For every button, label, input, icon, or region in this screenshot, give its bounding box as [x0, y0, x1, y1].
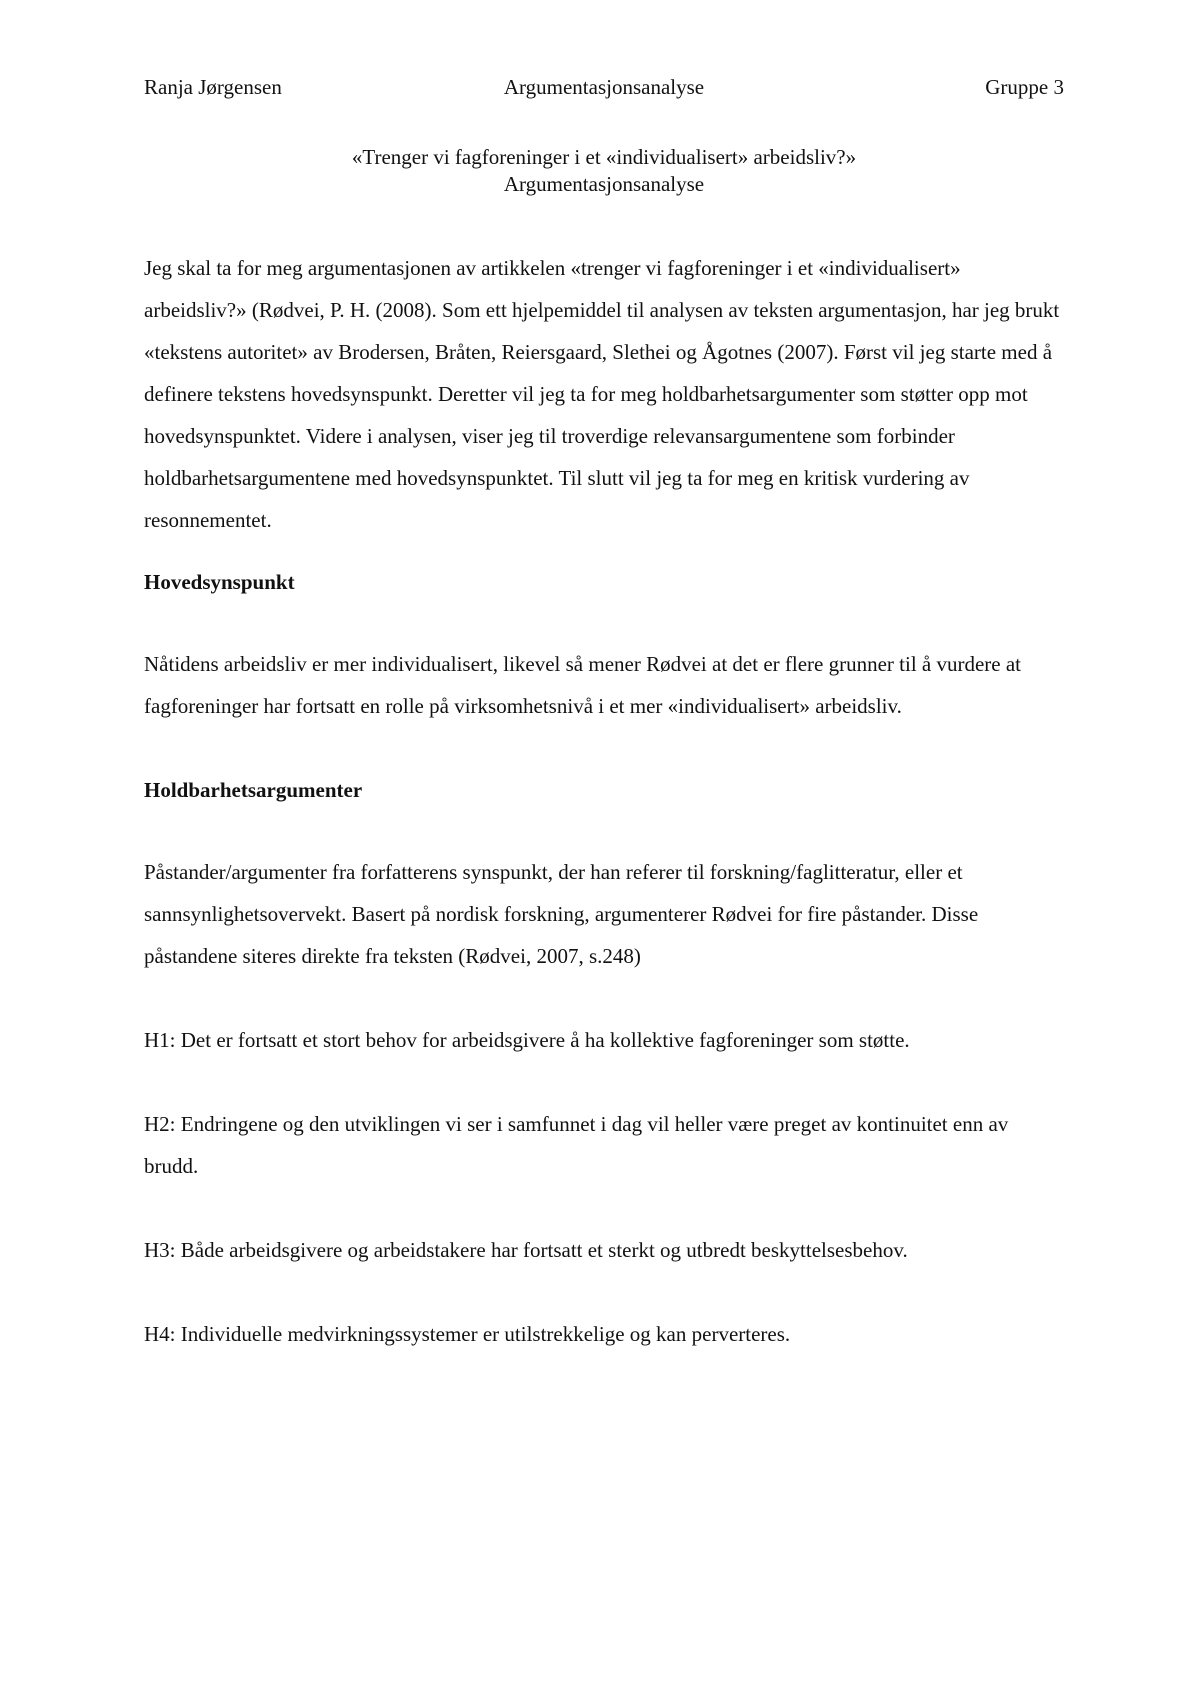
page-header — [144, 72, 1064, 102]
heading-holdbarhetsargumenter: Holdbarhetsargumenter — [144, 778, 363, 802]
document-body — [144, 247, 1064, 1355]
heading-hovedsynspunkt: Hovedsynspunkt — [144, 570, 295, 594]
intro-paragraph: Jeg skal ta for meg argumentasjonen av artikkelen «trenger vi fagforeninger i et «individualisert» arbeidsliv?» (Rødvei, P. H. (2008). Som ett hjelpemiddel til analysen av teksten argumentasjon, har jeg brukt «tekstens autoritet» av Brodersen, Bråten, Reiersgaard, Slethei og Ågotnes (2007). Først vil jeg starte med å definere tekstens hovedsynspunkt. Deretter vil jeg ta for meg holdbarhetsargumenter som støtter opp mot hovedsynspunktet. Videre i analysen, viser jeg til troverdige relevansargumentene som forbinder holdbarhetsargumentene med hovedsynspunktet. Til slutt vil jeg ta for meg en kritisk vurdering av resonnementet. — [144, 256, 1060, 532]
hovedsynspunkt-paragraph: Nåtidens arbeidsliv er mer individualisert, likevel så mener Rødvei at det er flere grunner til å vurdere at fagforeninger har fortsatt en rolle på virksomhetsnivå i et mer «individualisert» arbeidsliv. — [144, 652, 1022, 718]
claim-h1: H1: Det er fortsatt et stort behov for arbeidsgivere å ha kollektive fagforeninger som støtte. — [144, 1028, 910, 1052]
holdbarhet-paragraph: Påstander/argumenter fra forfatterens synspunkt, der han referer til forskning/faglitteratur, eller et sannsynlighetsovervekt. Basert på nordisk forskning, argumenterer Rødvei for fire påstander. Disse påstandene siteres direkte fra teksten (Rødvei, 2007, s.248) — [144, 860, 979, 968]
title-line-2: Argumentasjonsanalyse — [503, 172, 705, 196]
title-line-1: «Trenger vi fagforeninger i et «individualisert» arbeidsliv?» — [351, 145, 857, 169]
header-group: Gruppe 3 — [985, 75, 1064, 99]
claim-h4: H4: Individuelle medvirkningssystemer er utilstrekkelige og kan perverteres. — [144, 1322, 791, 1346]
document-title — [144, 144, 1064, 198]
header-author: Ranja Jørgensen — [144, 75, 282, 99]
claim-h2: H2: Endringene og den utviklingen vi ser i samfunnet i dag vil heller være preget av kontinuitet enn av brudd. — [144, 1112, 1009, 1178]
claim-h3: H3: Både arbeidsgivere og arbeidstakere har fortsatt et sterkt og utbredt beskyttelsesbehov. — [144, 1238, 908, 1262]
header-doc-title: Argumentasjonsanalyse — [503, 75, 705, 99]
